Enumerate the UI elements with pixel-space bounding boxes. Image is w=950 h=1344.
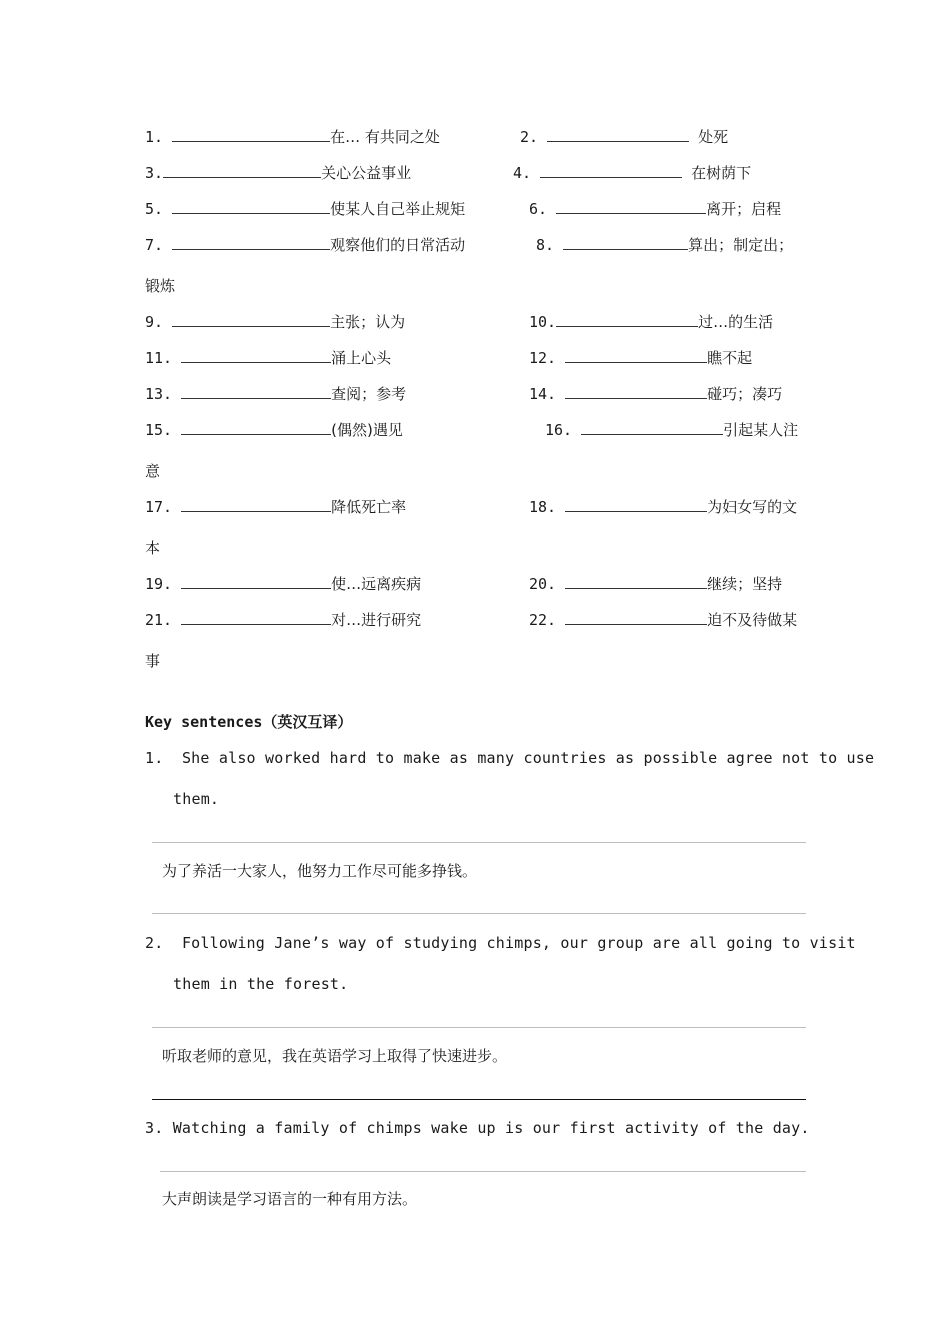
item-number: 2. — [520, 128, 539, 146]
phrase-item — [529, 574, 782, 594]
answer-line[interactable] — [160, 1171, 806, 1172]
phrase-meaning: 主张；认为 — [330, 313, 406, 331]
phrase-item — [145, 610, 421, 630]
item-number: 10. — [529, 313, 557, 331]
item-number: 20. — [529, 575, 557, 593]
item-number: 17. — [145, 498, 173, 516]
phrase-meaning: 迫不及待做某 — [707, 611, 798, 629]
phrase-item — [145, 312, 405, 332]
answer-blank[interactable] — [547, 127, 689, 142]
item-number: 8. — [536, 236, 555, 254]
answer-blank[interactable] — [163, 163, 321, 178]
phrase-meaning: 过…的生活 — [698, 313, 774, 331]
item-number: 21. — [145, 611, 173, 629]
answer-blank[interactable] — [172, 127, 330, 142]
chinese-sentence: 为了养活一大家人，他努力工作尽可能多挣钱。 — [162, 862, 478, 880]
phrase-item — [529, 199, 781, 219]
answer-blank[interactable] — [556, 199, 706, 214]
item-number: 3. — [145, 1119, 164, 1137]
phrase-meaning: 处死 — [698, 128, 729, 146]
chinese-sentence: 大声朗读是学习语言的一种有用方法。 — [162, 1190, 418, 1208]
answer-blank[interactable] — [172, 199, 330, 214]
phrase-item — [529, 384, 782, 404]
phrase-meaning: 关心公益事业 — [321, 164, 412, 182]
item-number: 6. — [529, 200, 548, 218]
sentence-item — [145, 933, 856, 953]
item-number: 2. — [145, 934, 164, 952]
item-number: 13. — [145, 385, 173, 403]
phrase-meaning: 使…远离疾病 — [331, 575, 422, 593]
item-number: 18. — [529, 498, 557, 516]
phrase-meaning: 观察他们的日常活动 — [330, 236, 466, 254]
phrase-continuation: 本 — [145, 539, 161, 557]
phrase-continuation: 意 — [145, 462, 161, 480]
item-number: 19. — [145, 575, 173, 593]
sentence-continuation: them. — [173, 790, 220, 808]
item-number: 12. — [529, 349, 557, 367]
sentence-text: She also worked hard to make as many countries as possible agree not to use — [181, 749, 875, 767]
phrase-meaning: 在树荫下 — [691, 164, 752, 182]
answer-line[interactable] — [152, 913, 806, 914]
phrase-meaning: 引起某人注 — [723, 421, 799, 439]
answer-blank[interactable] — [181, 348, 331, 363]
item-number: 9. — [145, 313, 164, 331]
phrase-meaning: 降低死亡率 — [331, 498, 407, 516]
phrase-item — [145, 163, 411, 183]
sentence-text: Following Jane’s way of studying chimps, our group are all going to visit — [181, 934, 856, 952]
answer-line[interactable] — [152, 1027, 806, 1028]
phrase-meaning: 碰巧；凑巧 — [707, 385, 783, 403]
phrase-meaning: 瞧不起 — [707, 349, 753, 367]
phrase-item — [529, 312, 773, 332]
phrase-item — [145, 574, 421, 594]
phrase-item — [545, 420, 798, 440]
phrase-meaning: 继续；坚持 — [707, 575, 783, 593]
section-heading: Key sentences（英汉互译） — [145, 713, 353, 731]
item-number: 4. — [513, 164, 532, 182]
item-number: 16. — [545, 421, 573, 439]
phrase-meaning: 为妇女写的文 — [707, 498, 798, 516]
answer-blank[interactable] — [556, 312, 698, 327]
item-number: 5. — [145, 200, 164, 218]
answer-blank[interactable] — [181, 384, 331, 399]
phrase-meaning: 在… 有共同之处 — [330, 128, 440, 146]
phrase-item — [513, 163, 751, 183]
phrase-item — [529, 497, 797, 517]
answer-blank[interactable] — [565, 384, 707, 399]
answer-blank[interactable] — [172, 235, 330, 250]
answer-blank[interactable] — [172, 312, 330, 327]
sentence-continuation: them in the forest. — [173, 975, 349, 993]
item-number: 1. — [145, 749, 164, 767]
answer-blank[interactable] — [540, 163, 682, 178]
sentence-item — [145, 748, 874, 768]
item-number: 15. — [145, 421, 173, 439]
phrase-meaning: 对…进行研究 — [331, 611, 422, 629]
phrase-item — [520, 127, 728, 147]
phrase-item — [145, 420, 403, 440]
answer-blank[interactable] — [181, 497, 331, 512]
answer-blank[interactable] — [181, 610, 331, 625]
phrase-item — [145, 199, 465, 219]
item-number: 11. — [145, 349, 173, 367]
phrase-item — [145, 127, 440, 147]
item-number: 3. — [145, 164, 164, 182]
answer-blank[interactable] — [563, 235, 688, 250]
answer-blank[interactable] — [565, 497, 707, 512]
item-number: 22. — [529, 611, 557, 629]
answer-line[interactable] — [152, 842, 806, 843]
phrase-item — [536, 235, 793, 255]
answer-blank[interactable] — [181, 420, 331, 435]
phrase-meaning: (偶然)遇见 — [331, 421, 403, 439]
sentence-text: Watching a family of chimps wake up is our first activity of the day. — [172, 1119, 810, 1137]
phrase-meaning: 涌上心头 — [331, 349, 392, 367]
item-number: 7. — [145, 236, 164, 254]
item-number: 1. — [145, 128, 164, 146]
phrase-item — [145, 384, 406, 404]
answer-line[interactable] — [152, 1099, 806, 1100]
phrase-meaning: 离开；启程 — [706, 200, 782, 218]
phrase-item — [145, 497, 406, 517]
answer-blank[interactable] — [181, 574, 331, 589]
phrase-meaning: 查阅；参考 — [331, 385, 407, 403]
phrase-meaning: 算出；制定出； — [688, 236, 794, 254]
phrase-item — [529, 348, 752, 368]
item-number: 14. — [529, 385, 557, 403]
answer-blank[interactable] — [565, 348, 707, 363]
chinese-sentence: 听取老师的意见，我在英语学习上取得了快速进步。 — [162, 1047, 508, 1065]
phrase-item — [145, 235, 465, 255]
sentence-item — [145, 1118, 810, 1138]
phrase-continuation: 锻炼 — [145, 277, 176, 295]
phrase-continuation: 事 — [145, 652, 161, 670]
answer-blank[interactable] — [581, 420, 723, 435]
answer-blank[interactable] — [565, 610, 707, 625]
phrase-item — [529, 610, 797, 630]
answer-blank[interactable] — [565, 574, 707, 589]
phrase-item — [145, 348, 391, 368]
phrase-meaning: 使某人自己举止规矩 — [330, 200, 466, 218]
